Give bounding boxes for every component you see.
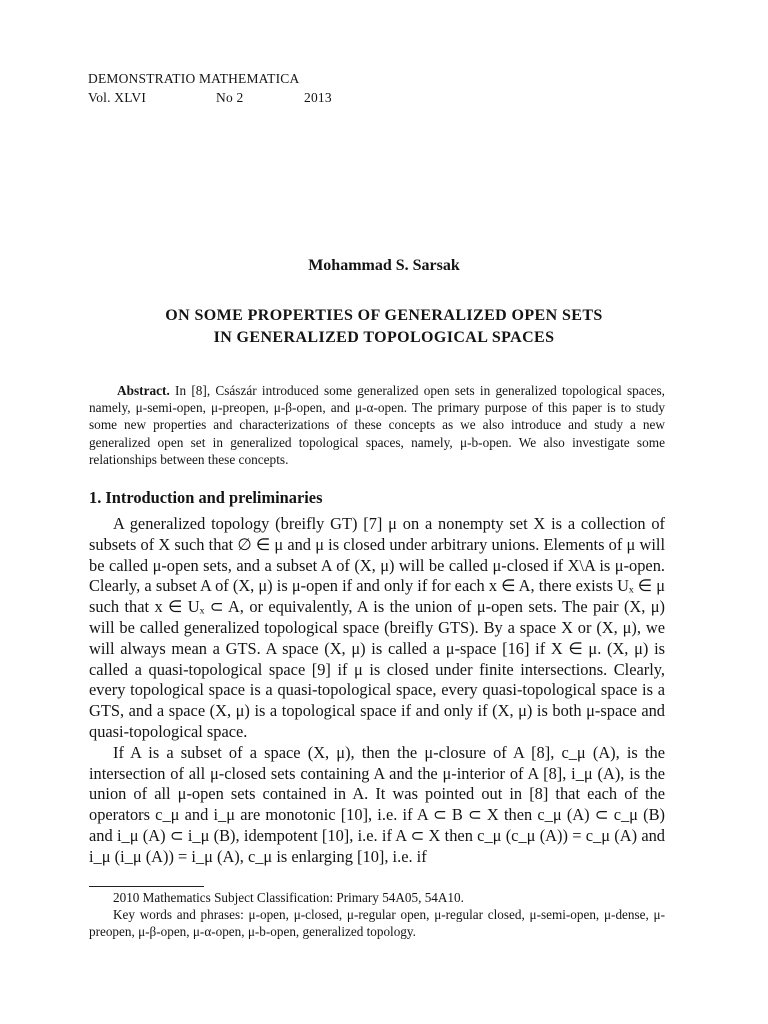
footnote bbox=[89, 890, 665, 940]
author-name: Mohammad S. Sarsak bbox=[308, 257, 460, 274]
journal-volume: Vol. XLVI bbox=[88, 90, 147, 105]
paper-title bbox=[0, 305, 768, 349]
footnote-rule bbox=[89, 886, 204, 887]
body-paragraph-2: If A is a subset of a space (X, μ), then the μ-closure of A [8], c_μ (A), is the intersection of all μ-closed sets containing A and the μ-interior of A [8], i_μ (A), is the union of all μ-open sets contained in A. It was pointed out in [8] that each of the operators c_μ and i_μ are monotonic [10], i.e. if A ⊂ B ⊂ X then c_μ (A) ⊂ c_μ (B) and i_μ (A) ⊂ i_μ (B), idempotent [10], i.e. if A ⊂ X then c_μ (c_μ (A)) = c_μ (A) and i_μ (i_μ (A)) = i_μ (A), c_μ is enlarging [10], i.e. if bbox=[89, 742, 665, 866]
abstract bbox=[89, 382, 665, 468]
abstract-label: Abstract. bbox=[117, 383, 170, 398]
footnote-msc: 2010 Mathematics Subject Classification: Primary 54A05, 54A10. bbox=[113, 890, 464, 905]
journal-issue-row bbox=[88, 88, 332, 107]
title-line-1: ON SOME PROPERTIES OF GENERALIZED OPEN SETS bbox=[165, 307, 603, 324]
section-body bbox=[89, 514, 665, 868]
journal-name: DEMONSTRATIO MATHEMATICA bbox=[88, 71, 300, 86]
abstract-text: In [8], Császár introduced some generalized open sets in generalized topological spaces, namely, μ-semi-open, μ-preopen, μ-β-open, and μ-α-open. The primary purpose of this paper is to study some new properties and characterizations of these concepts as we also introduce and study a new generalized open set in generalized topological spaces, namely, μ-b-open. We also investigate some relationships between these concepts. bbox=[89, 383, 666, 467]
abstract-paragraph bbox=[89, 382, 665, 468]
section-heading: 1. Introduction and preliminaries bbox=[89, 488, 323, 507]
journal-number: No 2 bbox=[216, 90, 244, 105]
journal-year: 2013 bbox=[304, 90, 332, 105]
title-line-2: IN GENERALIZED TOPOLOGICAL SPACES bbox=[213, 329, 555, 346]
journal-header bbox=[88, 69, 332, 107]
footnote-keywords: Key words and phrases: μ-open, μ-closed, μ-regular open, μ-regular closed, μ-semi-open, μ-dense, μ-preopen, μ-β-open, μ-α-open, μ-b-open, generalized topology. bbox=[89, 906, 665, 939]
body-paragraph-1: A generalized topology (breifly GT) [7] μ on a nonempty set X is a collection of subsets of X such that ∅ ∈ μ and μ is closed under arbitrary unions. Elements of μ will be called μ-open sets, and a subset A of (X, μ) will be called μ-closed if X\A is μ-open. Clearly, a subset A of (X, μ) is μ-open if and only if for each x ∈ A, there exists Uₓ ∈ μ such that x ∈ Uₓ ⊂ A, or equivalently, A is the union of μ-open sets. The pair (X, μ) will be called generalized topological space (breifly GTS). By a space X or (X, μ), we will always mean a GTS. A space (X, μ) is called a μ-space [16] if X ∈ μ. (X, μ) is called a quasi-topological space [9] if μ is closed under finite intersections. Clearly, every topological space is a quasi-topological space, every quasi-topological space is a GTS, and a space (X, μ) is a topological space if and only if (X, μ) is both μ-space and quasi-topological space. bbox=[89, 514, 665, 741]
